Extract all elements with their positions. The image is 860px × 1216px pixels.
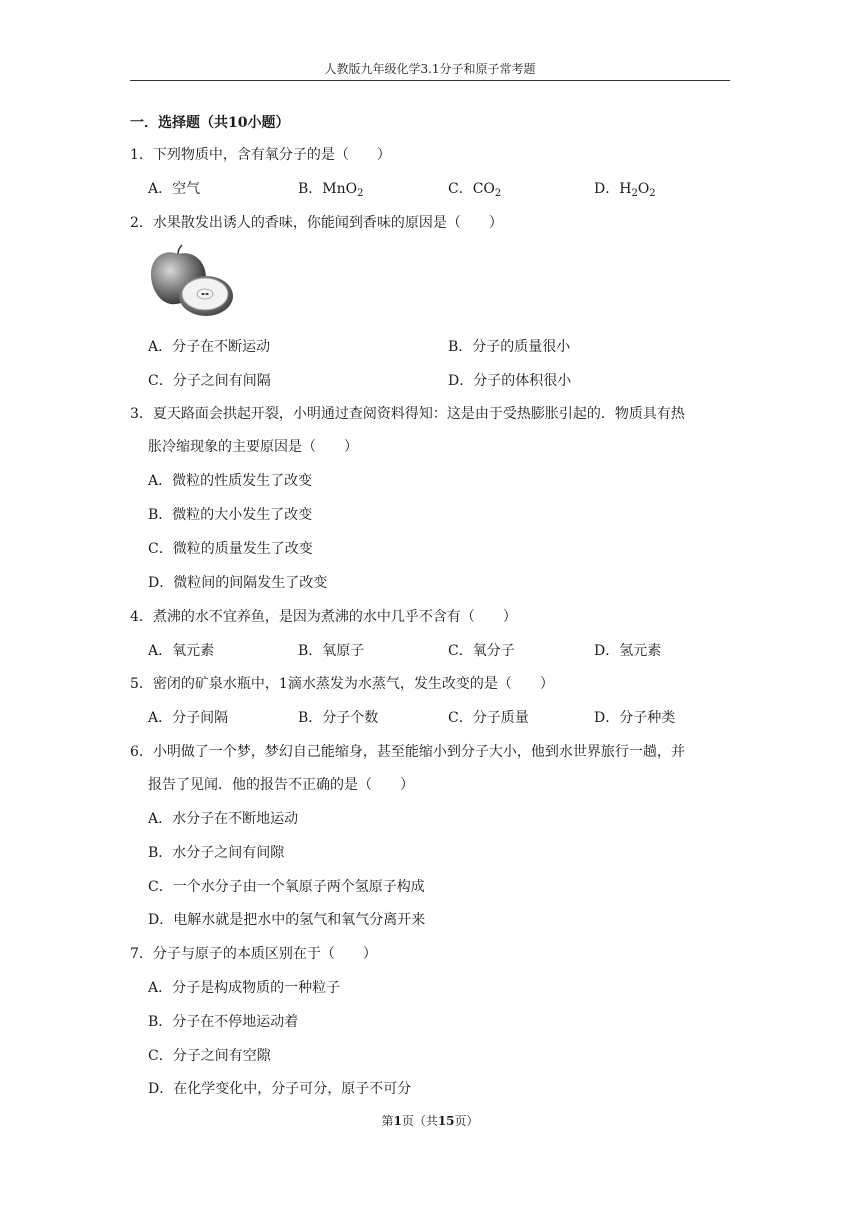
page-header: 人教版九年级化学3.1分子和原子常考题 [324, 62, 536, 76]
question-7-option-c: C．分子之间有空隙 [148, 1048, 271, 1064]
question-3-stem-line-1: 3．夏天路面会拱起开裂，小明通过查阅资料得知：这是由于受热膨胀引起的．物质具有热 [130, 406, 685, 422]
question-2-option-c: C．分子之间有间隔 [148, 373, 271, 389]
question-2-option-d: D．分子的体积很小 [448, 373, 572, 389]
question-5-option-c: C．分子质量 [448, 710, 529, 726]
question-3-option-d: D．微粒间的间隔发生了改变 [148, 575, 328, 591]
section-title: 一．选择题（共10小题） [130, 115, 290, 131]
question-6-option-b: B．水分子之间有间隙 [148, 845, 285, 861]
question-5-stem: 5．密闭的矿泉水瓶中，1滴水蒸发为水蒸气，发生改变的是（ ） [130, 676, 554, 692]
question-7-option-a: A．分子是构成物质的一种粒子 [148, 980, 341, 996]
question-2-stem: 2．水果散发出诱人的香味，你能闻到香味的原因是（ ） [130, 215, 503, 231]
question-3-option-c: C．微粒的质量发生了改变 [148, 541, 313, 557]
total-pages: 15 [437, 1114, 455, 1128]
question-6-stem-line-2: 报告了见闻．他的报告不正确的是（ ） [148, 777, 414, 793]
question-4-stem: 4．煮沸的水不宜养鱼，是因为煮沸的水中几乎不含有（ ） [130, 609, 517, 625]
question-6-option-c: C．一个水分子由一个氧原子两个氢原子构成 [148, 879, 425, 895]
question-7-option-b: B．分子在不停地运动着 [148, 1014, 299, 1030]
question-1-option-d: D．$H_2O_2$ [594, 181, 656, 199]
page-footer: 第1页（共15页） [381, 1114, 479, 1128]
question-3-option-a: A．微粒的性质发生了改变 [148, 473, 313, 489]
question-4-option-c: C．氧分子 [448, 643, 515, 659]
question-1-option-b: B．MnO$_2$ [298, 181, 364, 199]
question-5-option-d: D．分子种类 [594, 710, 676, 726]
question-3-option-b: B．微粒的大小发生了改变 [148, 507, 313, 523]
question-6-option-a: A．水分子在不断地运动 [148, 811, 299, 827]
apple-icon [148, 244, 234, 318]
question-1-option-a: A．空气 [148, 181, 201, 197]
question-5-option-a: A．分子间隔 [148, 710, 229, 726]
question-4-option-b: B．氧原子 [298, 643, 365, 659]
question-4-option-a: A．氧元素 [148, 643, 215, 659]
question-1-stem: 1．下列物质中，含有氧分子的是（ ） [130, 147, 391, 163]
question-6-option-d: D．电解水就是把水中的氢气和氧气分离开来 [148, 912, 426, 928]
question-7-option-d: D．在化学变化中，分子可分，原子不可分 [148, 1081, 412, 1097]
page-number: 1 [393, 1114, 402, 1128]
question-6-stem-line-1: 6．小明做了一个梦，梦幻自己能缩身，甚至能缩小到分子大小，他到水世界旅行一趟，并 [130, 744, 685, 760]
question-4-option-d: D．氢元素 [594, 643, 662, 659]
question-1-option-c: C．$CO_2$ [448, 181, 502, 199]
question-7-stem: 7．分子与原子的本质区别在于（ ） [130, 946, 377, 962]
header-rule [130, 80, 730, 81]
question-2-option-a: A．分子在不断运动 [148, 339, 271, 355]
question-2-option-b: B．分子的质量很小 [448, 339, 571, 355]
question-3-stem-line-2: 胀冷缩现象的主要原因是（ ） [148, 439, 358, 455]
question-5-option-b: B．分子个数 [298, 710, 379, 726]
